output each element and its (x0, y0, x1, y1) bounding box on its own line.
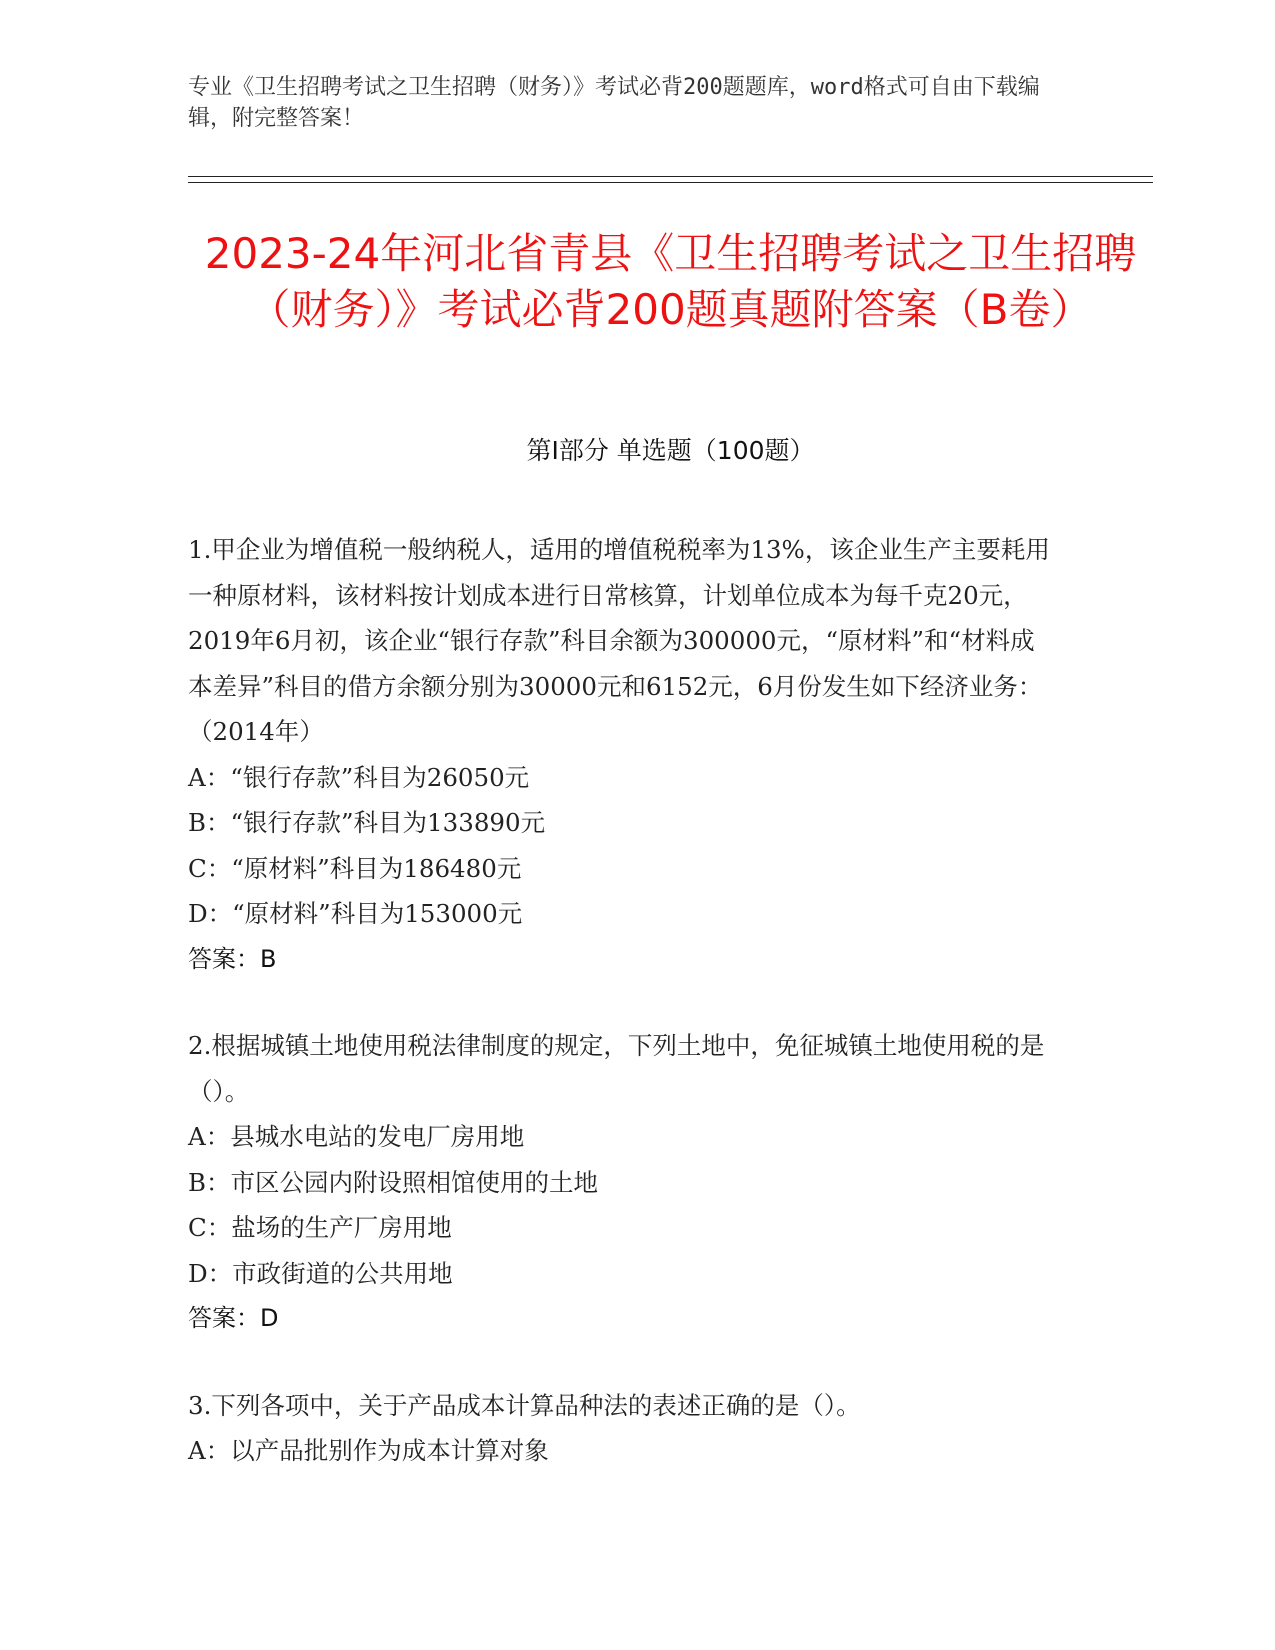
question-stem: 1.甲企业为增值税一般纳税人，适用的增值税税率为13%，该企业生产主要耗用一种原材料，该材料按计划成本进行日常核算，计划单位成本为每千克20元，2019年6月初，该企业“银行存款”科目余额为300000元，“原材料”和“材料成本差异”科目的借方余额分别为30000元和6152元，6月份发生如下经济业务：（2014年） (188, 535, 1050, 746)
question-option-b: B：“银行存款”科目为133890元 (188, 808, 546, 837)
question-list (188, 527, 1058, 1474)
question-option-d: D：市政街道的公共用地 (188, 1258, 453, 1288)
question-3 (188, 1383, 1058, 1474)
question-option-b: B：市区公园内附设照相馆使用的土地 (188, 1167, 599, 1197)
question-stem: 2.根据城镇土地使用税法律制度的规定，下列土地中，免征城镇土地使用税的是（）。 (188, 1031, 1045, 1106)
question-option-a: A：以产品批别作为成本计算对象 (188, 1436, 549, 1465)
header-divider-top (188, 176, 1153, 177)
question-option-c: C：盐场的生产厂房用地 (188, 1213, 452, 1242)
question-option-d: D：“原材料”科目为153000元 (188, 899, 523, 928)
question-answer: 答案：B (188, 944, 277, 973)
document-title: 2023-24年河北省青县《卫生招聘考试之卫生招聘（财务）》考试必背200题真题附答案（B卷） (204, 229, 1137, 334)
question-2 (188, 1023, 1058, 1342)
question-answer: 答案：D (188, 1304, 279, 1332)
question-option-a: A：“银行存款”科目为26050元 (188, 762, 530, 792)
section-title: 第I部分 单选题（100题） (526, 436, 815, 465)
question-option-a: A：县城水电站的发电厂房用地 (188, 1122, 525, 1151)
question-stem: 3.下列各项中，关于产品成本计算品种法的表述正确的是（）。 (188, 1390, 861, 1420)
header-divider-bottom (188, 182, 1153, 183)
header-note: 专业《卫生招聘考试之卫生招聘（财务）》考试必背200题题库，word格式可自由下载编辑，附完整答案！ (188, 75, 1040, 131)
question-1 (188, 527, 1058, 982)
question-option-c: C：“原材料”科目为186480元 (188, 853, 522, 883)
